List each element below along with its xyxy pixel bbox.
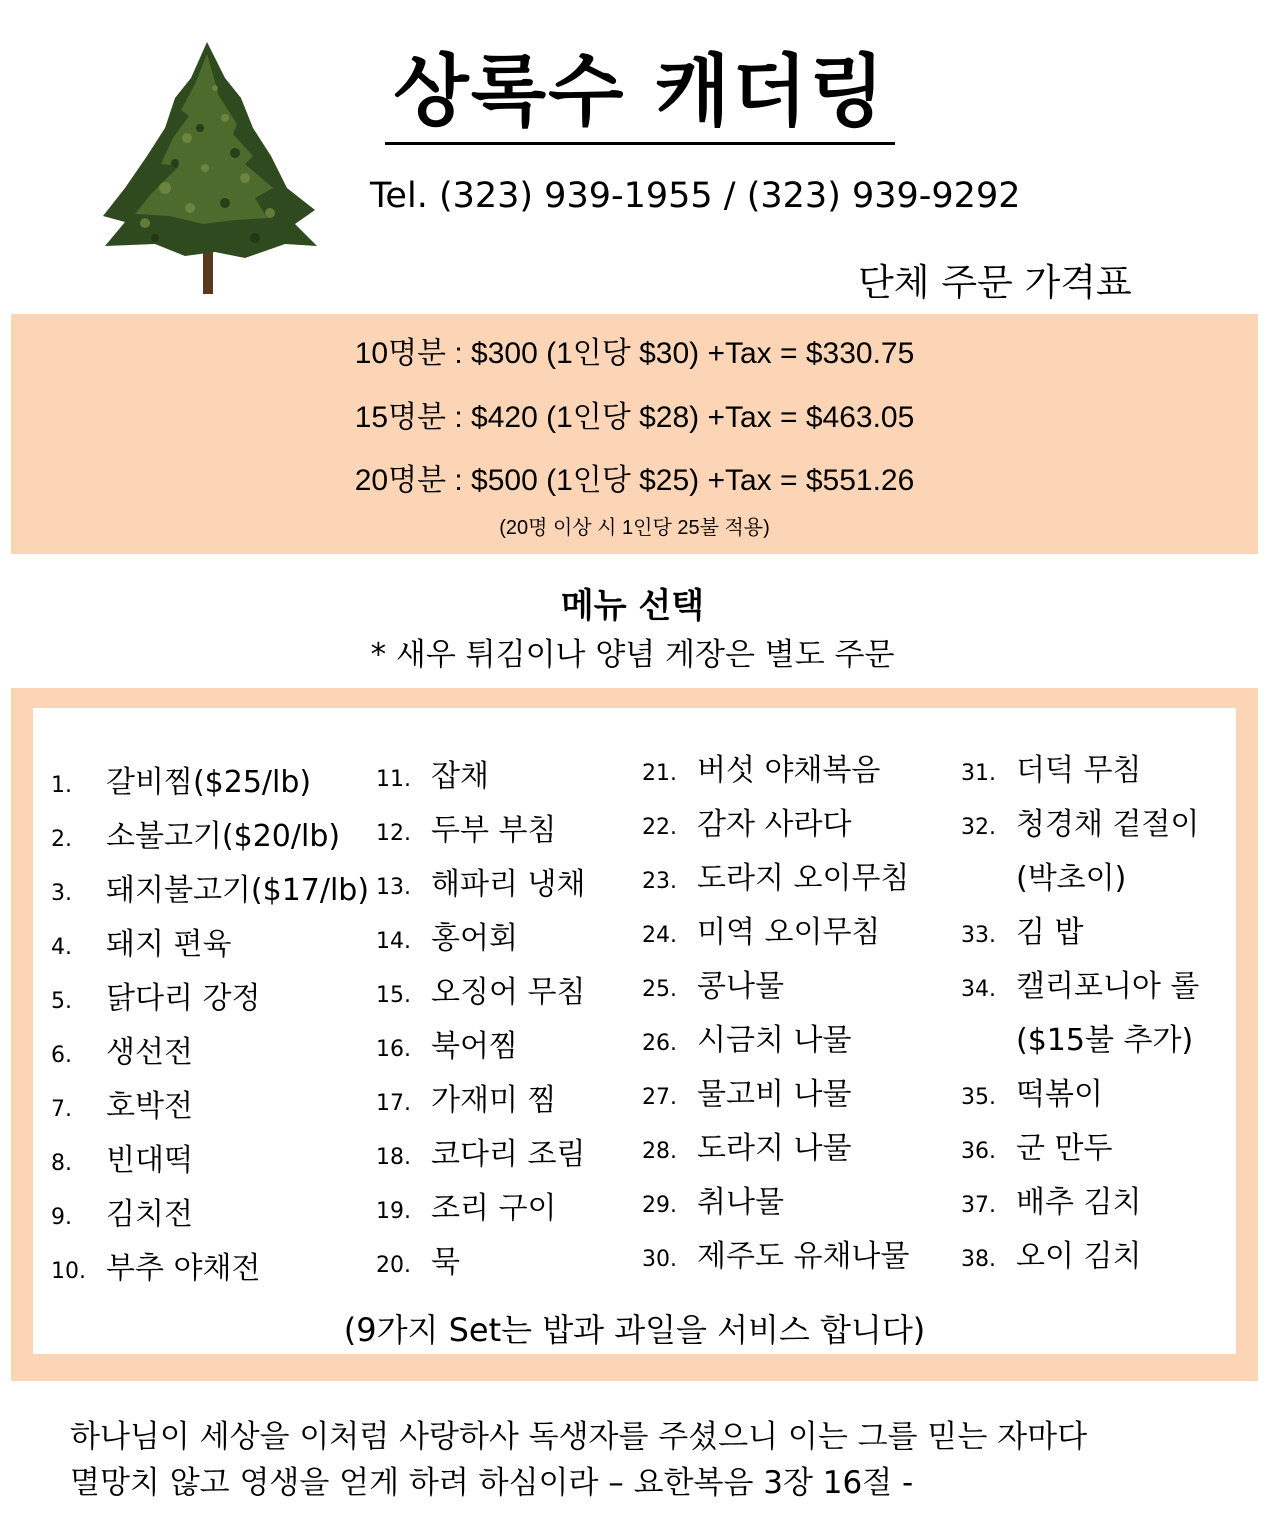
menu-item (961, 744, 1199, 798)
menu-item-number: 17. (376, 1091, 411, 1116)
menu-heading: 메뉴 선택 (560, 586, 705, 626)
menu-item-number: 11. (376, 767, 411, 792)
menu-item-name: 생선전 (106, 1035, 193, 1070)
menu-item-name: 취나물 (697, 1185, 784, 1220)
menu-item-name: 배추 김치 (1016, 1185, 1142, 1220)
menu-item (961, 1122, 1199, 1176)
menu-item (376, 1128, 585, 1182)
menu-item (376, 804, 585, 858)
menu-item-name: ($15불 추가) (1016, 1023, 1194, 1058)
menu-item-name: 오징어 무침 (431, 975, 586, 1010)
menu-item (376, 912, 585, 966)
menu-item-number: 4. (51, 935, 72, 960)
menu-item (51, 1080, 369, 1134)
evergreen-tree-icon (95, 38, 325, 296)
menu-item-name: 김치전 (106, 1197, 193, 1232)
menu-item-name: 부추 야채전 (106, 1251, 261, 1286)
bible-verse (70, 1414, 1220, 1506)
menu-item-number: 30. (642, 1247, 677, 1272)
menu-item-name: 소불고기($20/lb) (106, 819, 341, 854)
menu-item (51, 1188, 369, 1242)
menu-column-2 (376, 750, 585, 1290)
menu-item-number: 23. (642, 869, 677, 894)
menu-item (961, 1176, 1199, 1230)
menu-list (33, 708, 1236, 1354)
menu-item (961, 906, 1199, 960)
menu-item (642, 798, 909, 852)
menu-item-name: 돼지 편육 (106, 927, 232, 962)
menu-item-name: 떡볶이 (1016, 1077, 1103, 1112)
menu-item (51, 1026, 369, 1080)
menu-item (961, 1014, 1199, 1068)
menu-item (51, 756, 369, 810)
menu-item (376, 1074, 585, 1128)
menu-column-3 (642, 744, 909, 1284)
menu-item-name: 닭다리 강정 (106, 981, 261, 1016)
menu-item-name: 도라지 오이무침 (697, 861, 910, 896)
menu-item-name: 물고비 나물 (697, 1077, 852, 1112)
menu-item-name: (박초이) (1016, 861, 1127, 896)
menu-item-number: 35. (961, 1085, 996, 1110)
menu-item (642, 960, 909, 1014)
menu-item-name: 잡채 (431, 759, 489, 794)
menu-item-number: 25. (642, 977, 677, 1002)
menu-item (51, 864, 369, 918)
menu-item-number: 12. (376, 821, 411, 846)
menu-item (642, 906, 909, 960)
menu-item-number: 13. (376, 875, 411, 900)
menu-item-number: 19. (376, 1199, 411, 1224)
menu-item (376, 1236, 585, 1290)
menu-item (642, 744, 909, 798)
menu-item (642, 852, 909, 906)
menu-item (642, 1014, 909, 1068)
menu-item-number: 28. (642, 1139, 677, 1164)
menu-item-name: 묵 (431, 1245, 460, 1280)
menu-item-number: 8. (51, 1151, 72, 1176)
menu-item-name: 두부 부침 (431, 813, 557, 848)
menu-column-4 (961, 744, 1199, 1284)
menu-item (51, 810, 369, 864)
menu-item-number: 38. (961, 1247, 996, 1272)
menu-item-number: 26. (642, 1031, 677, 1056)
menu-item (642, 1068, 909, 1122)
menu-item-number: 27. (642, 1085, 677, 1110)
menu-item-name: 미역 오이무침 (697, 915, 881, 950)
menu-item-name: 청경채 겉절이 (1016, 807, 1200, 842)
menu-item-name: 감자 사라다 (697, 807, 852, 842)
menu-item (376, 750, 585, 804)
menu-item-number: 22. (642, 815, 677, 840)
menu-item (51, 1242, 369, 1296)
menu-item-name: 해파리 냉채 (431, 867, 586, 902)
menu-item-number: 21. (642, 761, 677, 786)
menu-item-name: 콩나물 (697, 969, 784, 1004)
price-line-15: 15명분 : $420 (1인당 $28) +Tax = $463.05 (354, 401, 915, 434)
menu-item (961, 960, 1199, 1014)
price-box (11, 314, 1258, 554)
menu-item-name: 캘리포니아 롤 (1016, 969, 1200, 1004)
menu-column-1 (51, 756, 369, 1296)
menu-item-number: 32. (961, 815, 996, 840)
verse-line-1: 하나님이 세상을 이처럼 사랑하사 독생자를 주셨으니 이는 그를 믿는 자마다 (70, 1419, 1088, 1455)
menu-item (51, 972, 369, 1026)
menu-item-name: 버섯 야채복음 (697, 753, 881, 788)
menu-item (642, 1122, 909, 1176)
menu-item (376, 1020, 585, 1074)
menu-item-number: 9. (51, 1205, 72, 1230)
menu-item (961, 1230, 1199, 1284)
menu-item-number: 15. (376, 983, 411, 1008)
menu-item-number: 2. (51, 827, 72, 852)
price-list-title: 단체 주문 가격표 (858, 261, 1132, 304)
menu-note: * 새우 튀김이나 양념 게장은 별도 주문 (370, 637, 895, 673)
menu-frame (11, 688, 1258, 1381)
menu-item-name: 조리 구이 (431, 1191, 557, 1226)
price-line-20: 20명분 : $500 (1인당 $25) +Tax = $551.26 (354, 464, 915, 497)
menu-item-number: 34. (961, 977, 996, 1002)
menu-item-name: 가재미 찜 (431, 1083, 557, 1118)
menu-item-number: 10. (51, 1259, 86, 1284)
page-title: 상록수 캐더링 (385, 42, 895, 145)
price-line-10: 10명분 : $300 (1인당 $30) +Tax = $330.75 (354, 337, 915, 370)
verse-line-2: 멸망치 않고 영생을 얻게 하려 하심이라 – 요한복음 3장 16절 - (70, 1465, 914, 1501)
menu-item (961, 852, 1199, 906)
menu-item-number: 37. (961, 1193, 996, 1218)
menu-item-number: 3. (51, 881, 72, 906)
menu-item-name: 더덕 무침 (1016, 753, 1142, 788)
menu-item-name: 제주도 유채나물 (697, 1239, 910, 1274)
menu-item (961, 1068, 1199, 1122)
menu-item-number: 1. (51, 773, 72, 798)
menu-item-number: 6. (51, 1043, 72, 1068)
menu-item-name: 군 만두 (1016, 1131, 1113, 1166)
menu-item-name: 오이 김치 (1016, 1239, 1142, 1274)
menu-item-number: 14. (376, 929, 411, 954)
menu-item (376, 858, 585, 912)
menu-item (376, 1182, 585, 1236)
menu-item (51, 918, 369, 972)
menu-item-name: 북어찜 (431, 1029, 518, 1064)
menu-item-name: 코다리 조림 (431, 1137, 586, 1172)
menu-item-number: 18. (376, 1145, 411, 1170)
price-note: (20명 이상 시 1인당 25불 적용) (499, 517, 770, 539)
menu-item (642, 1176, 909, 1230)
menu-item-number: 31. (961, 761, 996, 786)
menu-item-name: 홍어회 (431, 921, 518, 956)
menu-item (961, 798, 1199, 852)
menu-item-name: 김 밥 (1016, 915, 1084, 950)
menu-item-name: 시금치 나물 (697, 1023, 852, 1058)
menu-item-number: 29. (642, 1193, 677, 1218)
menu-item-name: 돼지불고기($17/lb) (106, 873, 370, 908)
menu-item-name: 도라지 나물 (697, 1131, 852, 1166)
set-service-note: (9가지 Set는 밥과 과일을 서비스 합니다) (343, 1311, 926, 1349)
menu-item (642, 1230, 909, 1284)
menu-item-name: 빈대떡 (106, 1143, 193, 1178)
menu-item-name: 갈비찜($25/lb) (106, 765, 312, 800)
menu-item-number: 24. (642, 923, 677, 948)
phone-numbers: Tel. (323) 939-1955 / (323) 939-9292 (370, 176, 1021, 216)
menu-item-number: 16. (376, 1037, 411, 1062)
menu-item (51, 1134, 369, 1188)
menu-item-number: 7. (51, 1097, 72, 1122)
menu-item-number: 36. (961, 1139, 996, 1164)
menu-item (376, 966, 585, 1020)
menu-item-name: 호박전 (106, 1089, 193, 1124)
menu-item-number: 20. (376, 1253, 411, 1278)
menu-item-number: 33. (961, 923, 996, 948)
menu-item-number: 5. (51, 989, 72, 1014)
